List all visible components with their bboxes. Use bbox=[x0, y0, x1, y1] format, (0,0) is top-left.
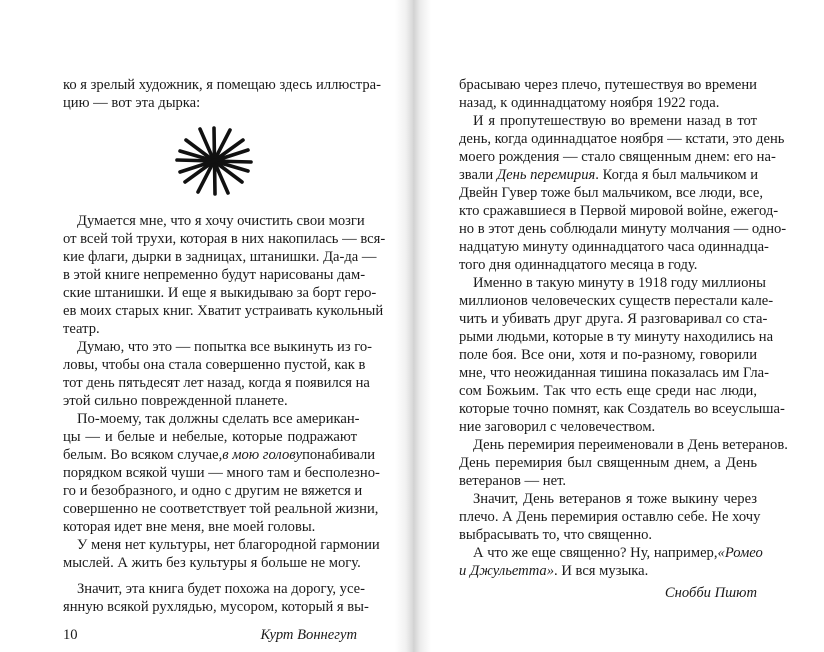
page-number: 10 bbox=[63, 627, 78, 643]
emphasis-text: «Ромео bbox=[717, 545, 763, 561]
emphasis-text: и Джульетта» bbox=[459, 563, 555, 579]
text-line: Думаю, что это — попытка все выкинуть из го- bbox=[77, 339, 373, 355]
text-line: плечо. А День перемирия оставлю себе. Не хочу bbox=[459, 509, 761, 525]
text-line: го и безобразного, и одно с другим не вяжется и bbox=[63, 483, 363, 499]
text-line: цию — вот эта дырка: bbox=[63, 95, 201, 111]
text-line: ние заговорил с человечеством. bbox=[459, 419, 656, 435]
text-line: поле боя. Все они, хотя и по-разному, говорили bbox=[459, 347, 757, 363]
running-head: Курт Воннегут bbox=[260, 627, 357, 643]
text-line bbox=[63, 446, 376, 464]
text-span: белым. Во всяком случае, bbox=[63, 447, 223, 463]
signature: Снобби Пшют bbox=[664, 585, 757, 601]
text-line: День перемирия был священным днем, а День bbox=[459, 455, 757, 471]
text-line: По-моему, так должны сделать все американ- bbox=[77, 411, 360, 427]
emphasis-text: День перемирия bbox=[496, 167, 596, 183]
text-line: от всей той трухи, которая в них накопилась — вся- bbox=[63, 231, 386, 247]
text-line bbox=[459, 562, 648, 580]
text-line: но в этот день соблюдали минуту молчания — одно- bbox=[459, 221, 787, 237]
text-line: тот день пятьдесят лет назад, когда я появился на bbox=[63, 375, 370, 391]
text-line: мыслей. А жить без культуры я больше не могу. bbox=[63, 555, 361, 571]
text-line: ко я зрелый художник, я помещаю здесь иллюстра- bbox=[63, 77, 381, 93]
text-line: порядком всякой чуши — много там и бесполезно- bbox=[63, 465, 380, 481]
text-line: этой сильно поврежденной планете. bbox=[63, 393, 288, 409]
text-line: День перемирия переименовали в День ветеранов. bbox=[473, 437, 788, 453]
text-line: Значит, День ветеранов я тоже выкину через bbox=[473, 491, 757, 507]
text-line: ев моих старых книг. Хватит устраивать кукольный bbox=[63, 303, 384, 319]
text-line bbox=[473, 544, 763, 562]
text-line: моего рождения — стало священным днем: его на- bbox=[459, 149, 776, 165]
text-line: ветеранов — нет. bbox=[459, 473, 567, 489]
text-line: янную всякой рухлядью, мусором, который я вы- bbox=[63, 599, 369, 615]
text-line: театр. bbox=[63, 321, 100, 337]
text-line: У меня нет культуры, нет благородной гармонии bbox=[77, 537, 380, 553]
text-line: кие флаги, дырки в задницах, штанишки. Да-да — bbox=[63, 249, 377, 265]
text-line: кто сражавшиеся в Первой мировой войне, ежегод- bbox=[459, 203, 779, 219]
text-line bbox=[459, 166, 757, 184]
text-line: ские штанишки. И еще я выкидываю за борт геро- bbox=[63, 285, 377, 301]
text-line: ловы, чтобы она стала совершенно пустой, как в bbox=[63, 357, 366, 373]
text-line: назад, к одиннадцатому ноября 1922 года. bbox=[459, 95, 720, 111]
left-page bbox=[0, 0, 410, 652]
text-line: которая идет вне меня, вне моей головы. bbox=[63, 519, 316, 535]
text-line: совершенно не соответствует той реальной жизни, bbox=[63, 501, 379, 517]
text-line: Значит, эта книга будет похожа на дорогу, усе- bbox=[77, 581, 365, 597]
text-line: выбрасывать то, что священно. bbox=[459, 527, 653, 543]
text-line: которые точно помнят, как Создатель во всеуслыша- bbox=[459, 401, 785, 417]
text-line: в этой книге непременно будут нарисованы дам- bbox=[63, 267, 366, 283]
asterisk-icon bbox=[174, 126, 254, 196]
right-page bbox=[412, 0, 824, 652]
text-line: чить и убивать друг друга. Я разговаривал со ста- bbox=[459, 311, 768, 327]
text-span: звали bbox=[459, 167, 494, 183]
text-line: мне, что неожиданная тишина показалась им Гла- bbox=[459, 365, 769, 381]
text-line: брасываю через плечо, путешествуя во времени bbox=[459, 77, 757, 93]
text-span: А что же еще священно? Ну, например, bbox=[473, 545, 718, 561]
text-line: миллионов человеческих существ перестали калe- bbox=[459, 293, 774, 309]
text-line: И я пропутешествую во времени назад в тот bbox=[473, 113, 757, 129]
text-span: понабивали bbox=[302, 447, 376, 463]
text-line: Именно в такую минуту в 1918 году миллионы bbox=[473, 275, 766, 291]
text-line: того дня одиннадцатого месяца в году. bbox=[459, 257, 698, 273]
asterisk-illustration bbox=[174, 126, 254, 196]
emphasis-text: в мою голову bbox=[222, 447, 303, 463]
text-line: надцатую минуту одиннадцатого часа одиннадца- bbox=[459, 239, 769, 255]
text-line: день, когда одиннадцатое ноября — кстати, это день bbox=[459, 131, 785, 147]
text-line: цы — и белые и небелые, которые подражают bbox=[63, 429, 357, 445]
text-line: сом Божьим. Так что есть еще среди нас люди, bbox=[459, 383, 757, 399]
text-span: . Когда я был мальчиком и bbox=[595, 167, 759, 183]
text-span: . И вся музыка. bbox=[554, 563, 649, 579]
text-line: рыми людьми, которые в ту минуту находились на bbox=[459, 329, 774, 345]
text-line: Двейн Гувер тоже был мальчиком, все люди, все, bbox=[459, 185, 763, 201]
text-line: Думается мне, что я хочу очистить свои мозги bbox=[77, 213, 365, 229]
